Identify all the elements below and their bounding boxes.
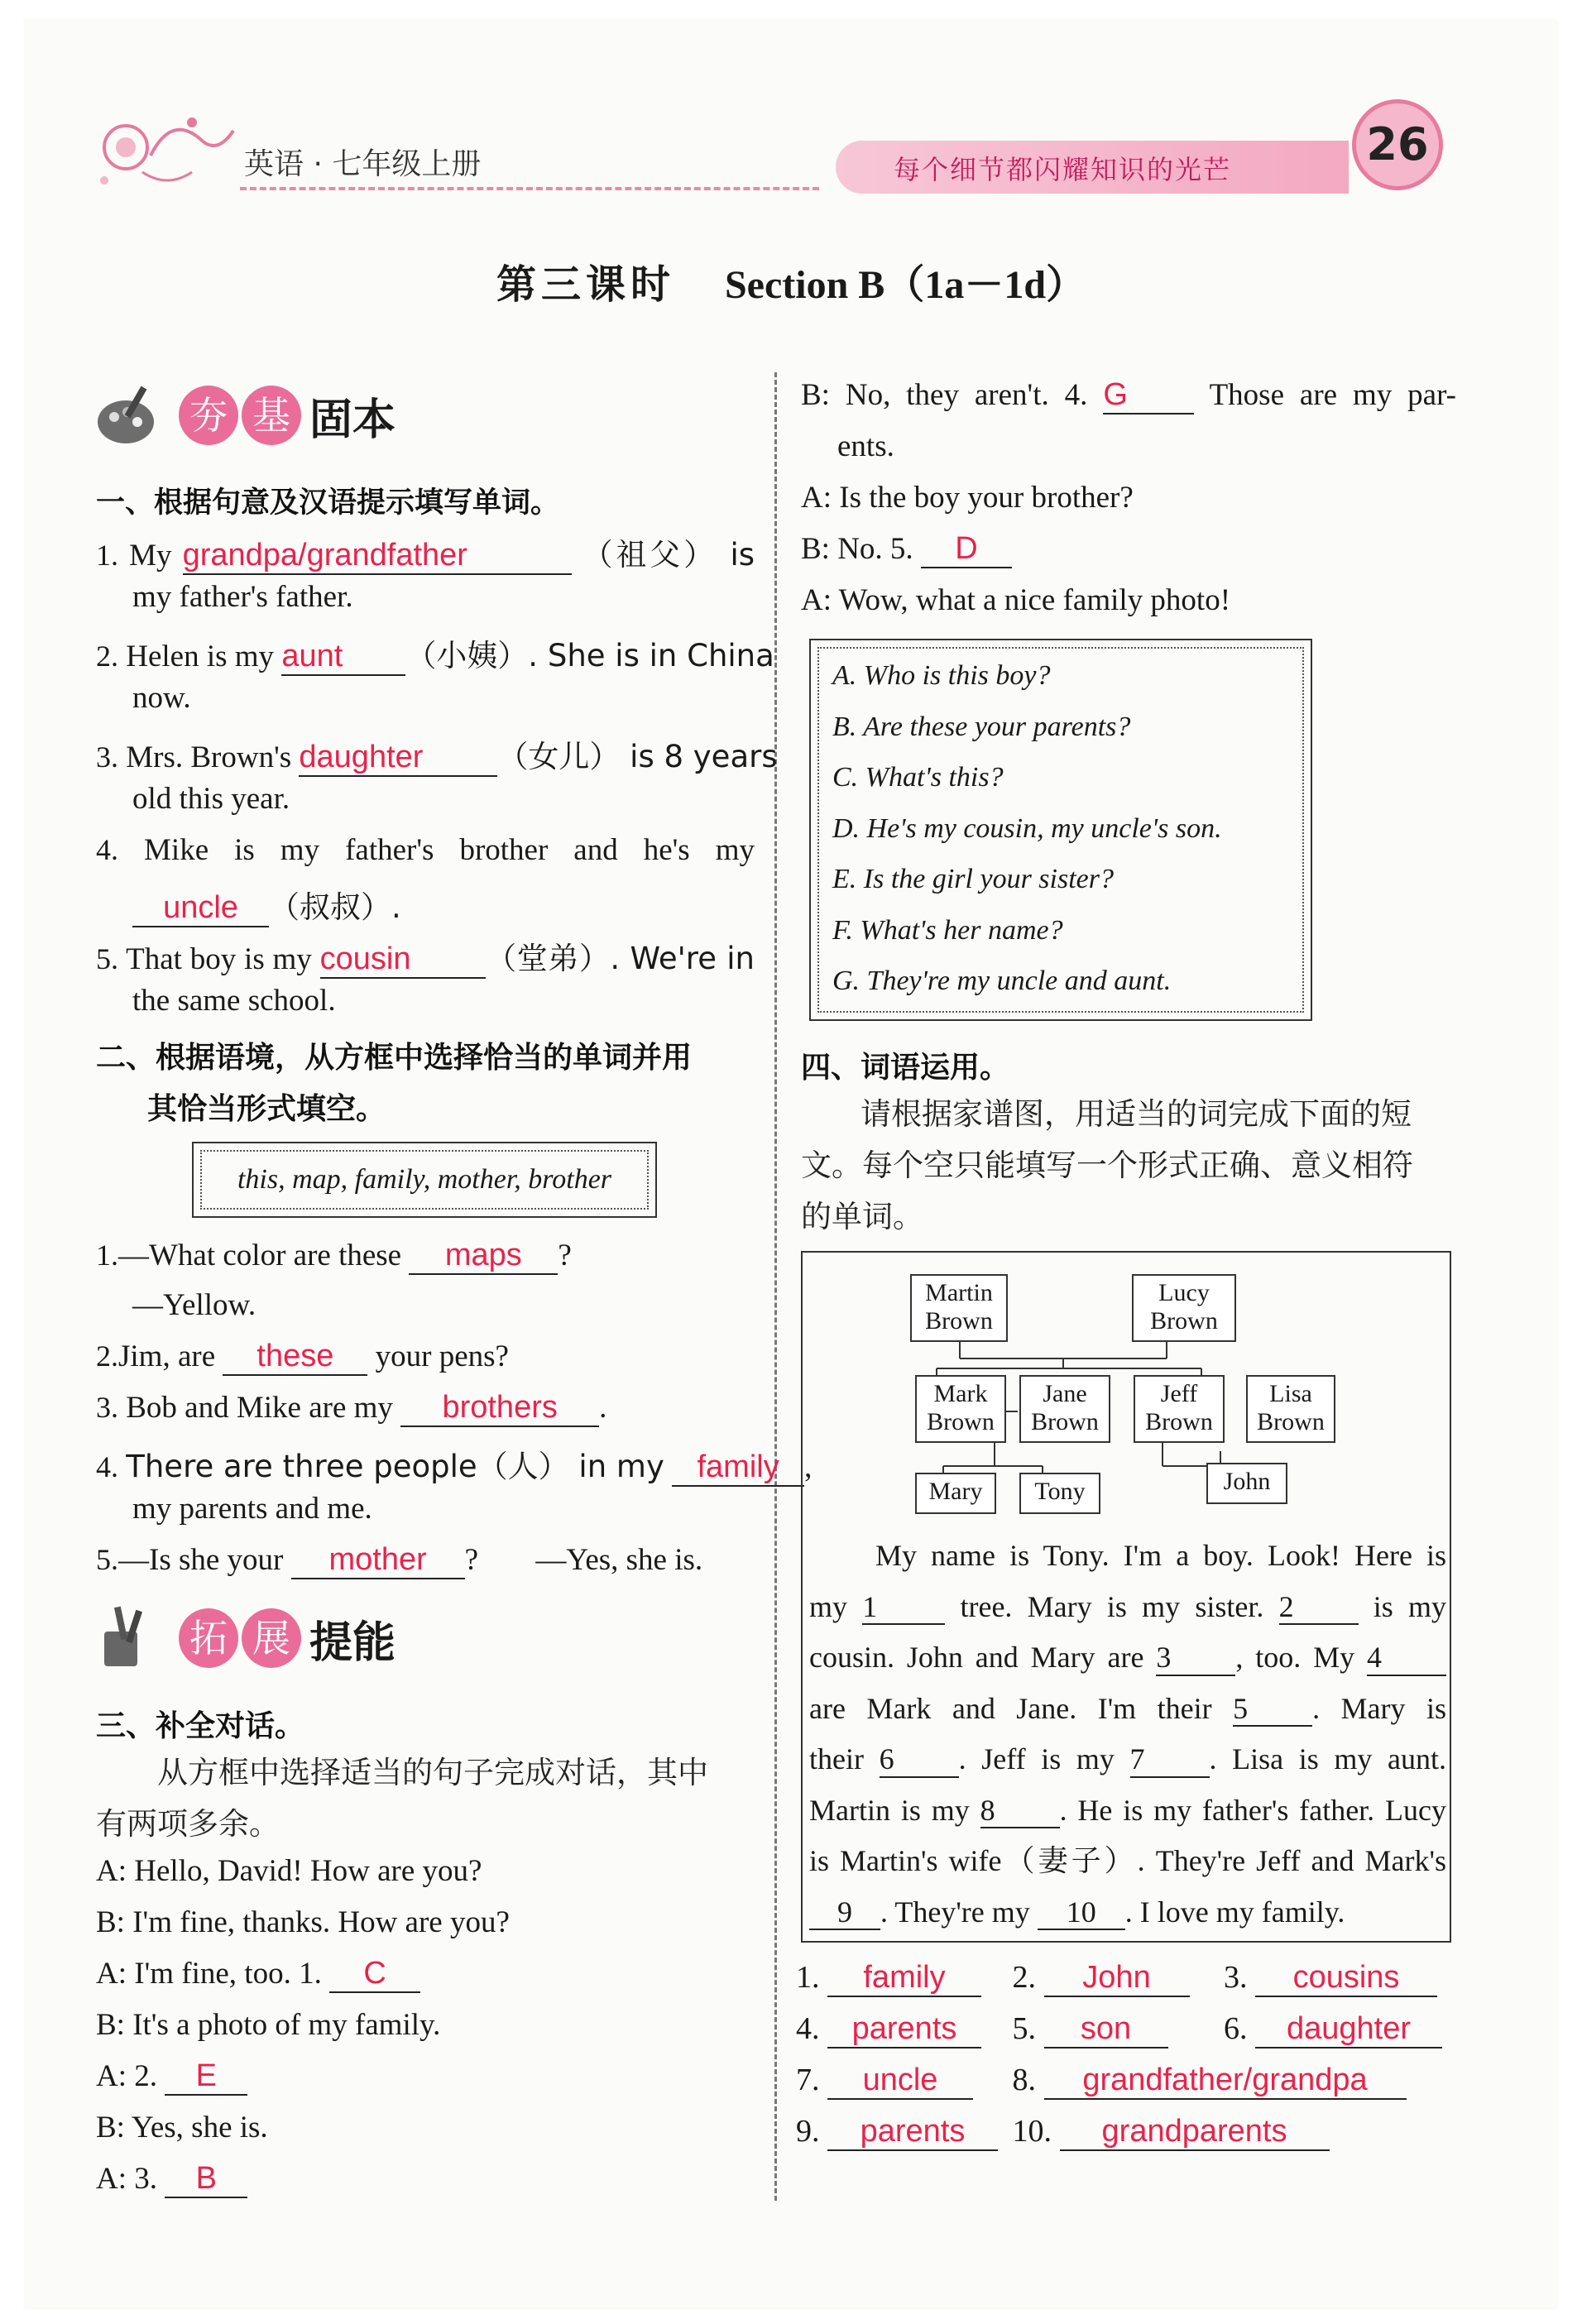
part4-instr-line3: 的单词。 (801, 1199, 923, 1234)
palette-icon (93, 382, 159, 448)
option-g: G. They're my uncle and aunt. (832, 966, 1172, 996)
option-f: F. What's her name? (832, 914, 1063, 946)
tree-node-jeff: Jeff Brown (1134, 1375, 1225, 1443)
header-divider (240, 187, 819, 190)
p2-q3-blank: brothers (400, 1391, 599, 1427)
part3-instr-line2: 有两项多余。 (96, 1806, 280, 1842)
dialogue-line-8: B: No, they aren't. 4. G Those are my par- (801, 377, 1456, 414)
lesson-section: Section B（1a－1d） (724, 263, 1086, 307)
p2-q2-line: 2.Jim, are these your pens? (96, 1339, 509, 1376)
passage-line-2: my 1 tree. Mary is my sister. 2 is my (809, 1582, 1446, 1633)
option-a: A. Who is this boy? (832, 660, 1051, 691)
badge-title: 固本 (309, 395, 396, 445)
option-b: B. Are these your parents? (832, 711, 1131, 742)
floral-ornament-icon (93, 106, 242, 197)
dialogue-line-8-cont: ents. (837, 429, 894, 463)
answer-blank-4: parents (827, 2012, 981, 2048)
p1-q4-cont: uncle （叔叔）. (132, 882, 401, 927)
paint-bucket-icon (93, 1605, 159, 1671)
answer-blank-1: family (827, 1961, 981, 1997)
p1-q5-cont: the same school. (132, 984, 336, 1018)
answer-blank-6: daughter (1255, 2012, 1442, 2048)
part2-heading-line1: 二、根据语境，从方框中选择恰当的单词并用 (96, 1041, 693, 1075)
p1-q2-line: 2. Helen is my aunt （小姨）. She is in China (96, 630, 755, 676)
dialogue-blank-3: B (165, 2162, 247, 2198)
p1-q5-line: 5. That boy is my cousin （堂弟）. We're in (96, 933, 755, 979)
passage-line-6: Martin is my 8 . He is my father's father. Lucy (809, 1785, 1446, 1837)
badge-char-1: 拓 (179, 1608, 238, 1668)
p1-q3-line: 3. Mrs. Brown's daughter （女儿） is 8 years (96, 731, 755, 777)
p1-q1-blank: grandpa/grandfather (183, 539, 572, 575)
p1-q1-line: 1. My grandpa/grandfather （祖父） is (96, 529, 755, 575)
part2-heading-line2: 其恰当形式填空。 (147, 1092, 386, 1126)
passage-line-8: 9 . They're my 10 . I love my family. (809, 1887, 1446, 1938)
part2-word-box (192, 1142, 657, 1218)
passage (809, 1531, 1446, 1938)
tree-node-lucy: Lucy Brown (1132, 1274, 1236, 1342)
p1-q5-blank: cousin (320, 942, 486, 979)
column-divider (774, 372, 777, 2201)
lesson-label: 第三课时 (496, 261, 675, 308)
tree-node-tony: Tony (1019, 1473, 1100, 1514)
part4-answers: 1. family 2. John 3. cousins 4. parents 5. son 6. daughter 7. uncle 8. grandfather/grandpa 9. parents 10. grandparents (796, 1959, 1458, 2164)
dialogue-blank-5: D (921, 532, 1012, 568)
p1-q2-cont: now. (132, 681, 191, 715)
part4-instr-line1: 请根据家谱图，用适当的词完成下面的短 (861, 1096, 1412, 1132)
answer-blank-10: grandparents (1060, 2115, 1330, 2151)
part4-heading: 四、词语运用。 (801, 1051, 1010, 1085)
answer-blank-8: grandfather/grandpa (1044, 2063, 1407, 2100)
book-subject: 英语 · 七年级上册 (244, 147, 482, 181)
header-motto: 每个细节都闪耀知识的光芒 (894, 154, 1232, 185)
badge-consolidate (93, 382, 396, 465)
page-number: 26 (1352, 99, 1443, 190)
p1-q2-blank: aunt (281, 640, 405, 676)
dialogue-line-3: A: I'm fine, too. 1. C (96, 1956, 420, 1993)
p2-q5-blank: mother (291, 1543, 465, 1579)
option-e: E. Is the girl your sister? (832, 864, 1114, 894)
tree-node-mark: Mark Brown (915, 1375, 1006, 1443)
family-tree-lines (803, 1253, 1450, 1517)
dialogue-blank-1: C (329, 1957, 420, 1993)
dialogue-line-4: B: It's a photo of my family. (96, 2008, 441, 2042)
dialogue-line-9: A: Is the boy your brother? (801, 481, 1134, 515)
badge-extend (93, 1605, 396, 1688)
p2-q5-line: 5.—Is she your mother ? —Yes, she is. (96, 1542, 702, 1579)
p2-q4-cont: my parents and me. (132, 1492, 372, 1526)
answer-blank-7: uncle (827, 2063, 973, 2100)
family-tree-frame (801, 1251, 1451, 1943)
part4-instr-line2: 文。每个空只能填写一个形式正确、意义相符 (801, 1148, 1413, 1183)
dialogue-line-11: A: Wow, what a nice family photo! (801, 583, 1231, 617)
answer-blank-3: cousins (1255, 1961, 1437, 1997)
part3-heading: 三、补全对话。 (96, 1709, 305, 1743)
tree-node-mary: Mary (915, 1473, 996, 1514)
option-c: C. What's this? (832, 762, 1004, 793)
word-box-text: this, map, family, mother, brother (237, 1164, 612, 1195)
p2-q1-cont: —Yellow. (132, 1288, 256, 1322)
p1-q4-blank: uncle (132, 891, 269, 927)
answer-blank-9: parents (827, 2115, 998, 2151)
p1-q1-cont: my father's father. (132, 580, 353, 614)
badge-char-2: 基 (242, 386, 301, 445)
dialogue-line-1: A: Hello, David! How are you? (96, 1854, 482, 1888)
tree-node-lisa: Lisa Brown (1246, 1375, 1335, 1443)
dialogue-blank-4: G (1103, 378, 1194, 414)
p1-q3-cont: old this year. (132, 782, 290, 816)
p2-q1-line: 1.—What color are these maps ? (96, 1238, 572, 1275)
lesson-title (0, 252, 1582, 309)
passage-line-1: My name is Tony. I'm a boy. Look! Here is (875, 1539, 1446, 1572)
passage-line-7: is Martin's wife（妻子）. They're Jeff and Mark's (809, 1844, 1446, 1877)
badge-char-1: 夯 (179, 386, 238, 445)
dialogue-line-6: B: Yes, she is. (96, 2111, 268, 2144)
p2-q3-line: 3. Bob and Mike are my brothers . (96, 1390, 606, 1427)
p2-q1-blank: maps (409, 1239, 558, 1275)
dialogue-line-5: A: 2. E (96, 2058, 247, 2096)
dialogue-blank-2: E (165, 2059, 247, 2096)
dialogue-line-2: B: I'm fine, thanks. How are you? (96, 1905, 510, 1939)
dialogue-line-7: A: 3. B (96, 2161, 247, 2198)
part1-heading: 一、根据句意及汉语提示填写单词。 (96, 486, 560, 520)
tree-node-martin: Martin Brown (910, 1274, 1008, 1342)
part3-instr-line1: 从方框中选择适当的句子完成对话，其中 (157, 1755, 708, 1790)
tree-node-jane: Jane Brown (1019, 1375, 1110, 1443)
option-d: D. He's my cousin, my uncle's son. (832, 812, 1222, 844)
p2-q4-blank: family (672, 1450, 804, 1487)
p1-q4-line: 4. Mike is my father's brother and he's my (96, 833, 755, 867)
badge-char-2: 展 (242, 1608, 301, 1668)
p1-q3-blank: daughter (299, 740, 497, 777)
answer-blank-5: son (1044, 2012, 1168, 2048)
passage-line-5: their 6 . Jeff is my 7 . Lisa is my aunt. (809, 1734, 1446, 1785)
passage-line-3: cousin. John and Mary are 3 , too. My 4 (809, 1632, 1446, 1684)
tree-node-john: John (1206, 1463, 1287, 1504)
dialogue-line-10: B: No. 5. D (801, 531, 1012, 568)
passage-line-4: are Mark and Jane. I'm their 5 . Mary is (809, 1684, 1446, 1735)
answer-blank-2: John (1044, 1961, 1190, 1997)
p2-q2-blank: these (223, 1339, 367, 1376)
options-box (809, 639, 1312, 1021)
badge-title: 提能 (309, 1617, 396, 1668)
p2-q4-line: 4. There are three people（人） in my family , (96, 1441, 812, 1487)
